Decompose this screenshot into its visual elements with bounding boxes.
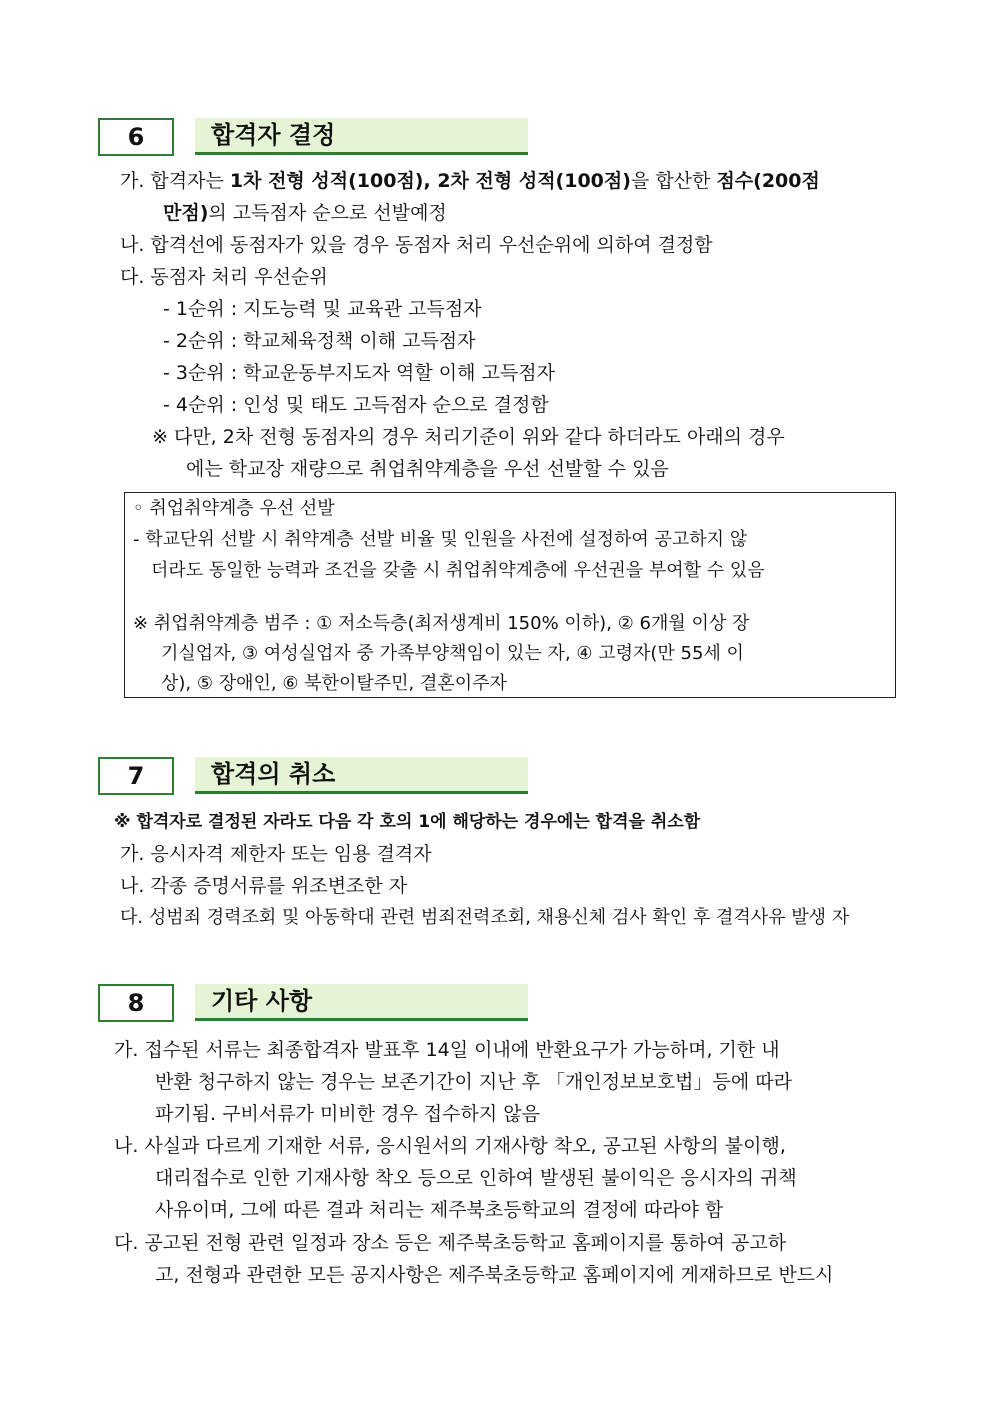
item-na: 나. 합격선에 동점자가 있을 경우 동점자 처리 우선순위에 의하여 결정함 [120, 234, 713, 256]
section-title: 합격의 취소 [211, 760, 336, 788]
item-na: 나. 각종 증명서류를 위조변조한 자 [120, 875, 408, 897]
priority-box [124, 492, 896, 698]
item-da: 다. 성범죄 경력조회 및 아동학대 관련 범죄전력조회, 채용신체 검사 확인 후 결격사유 발생 자 [120, 907, 850, 928]
section-title-bar [195, 118, 528, 155]
item-ga [120, 167, 820, 195]
item-na-line-1: 나. 사실과 다르게 기재한 서류, 응시원서의 기재사항 착오, 공고된 사항의 불이행, [114, 1135, 786, 1157]
section-title-bar [195, 757, 528, 794]
text: 을 합산한 [630, 170, 717, 192]
item-da-line-1: 다. 공고된 전형 관련 일정과 장소 등은 제주북초등학교 홈페이지를 통하여 공고하 [114, 1232, 787, 1254]
bold-text: 1차 전형 성적(100점), 2차 전형 성적(100점) [229, 170, 631, 192]
section-7-header [98, 757, 528, 795]
box-line-4: ※ 취업취약계층 범주 : ① 저소득층(최저생계비 150% 이하), ② 6개월 이상 장 [133, 613, 750, 634]
text: 의 고득점자 순으로 선발예정 [208, 202, 447, 224]
section-8-header [98, 984, 528, 1022]
rank-4: - 4순위 : 인성 및 태도 고득점자 순으로 결정함 [163, 394, 549, 416]
box-line-6: 상), ⑤ 장애인, ⑥ 북한이탈주민, 결혼이주자 [161, 673, 507, 694]
item-da: 다. 동점자 처리 우선순위 [120, 266, 328, 288]
section-title-bar [195, 984, 528, 1021]
item-na-line-3: 사유이며, 그에 따른 결과 처리는 제주북초등학교의 결정에 따라야 함 [155, 1199, 724, 1221]
item-da-line-2: 고, 전형과 관련한 모든 공지사항은 제주북초등학교 홈페이지에 게재하므로 반드시 [155, 1264, 834, 1286]
box-line-5: 기실업자, ③ 여성실업자 중 가족부양책임이 있는 자, ④ 고령자(만 55세 이 [161, 643, 744, 664]
section-title: 기타 사항 [211, 987, 313, 1015]
box-line-2: - 학교단위 선발 시 취약계층 선발 비율 및 인원을 사전에 설정하여 공고하지 않 [133, 529, 748, 550]
cancel-notice: ※ 합격자로 결정된 자라도 다음 각 호의 1에 해당하는 경우에는 합격을 취소함 [114, 812, 701, 832]
bold-text: 만점) [163, 202, 209, 224]
item-ga-line-1: 가. 접수된 서류는 최종합격자 발표후 14일 이내에 반환요구가 가능하며, 기한 내 [114, 1039, 780, 1061]
bold-text: 점수(200점 [716, 170, 820, 192]
rank-3: - 3순위 : 학교운동부지도자 역할 이해 고득점자 [163, 362, 555, 384]
note-line-2: 에는 학교장 재량으로 취업취약계층을 우선 선발할 수 있음 [186, 458, 669, 480]
item-na-line-2: 대리접수로 인한 기재사항 착오 등으로 인하여 발생된 불이익은 응시자의 귀책 [155, 1167, 797, 1189]
item-ga-line-2: 반환 청구하지 않는 경우는 보존기간이 지난 후 「개인정보보호법」등에 따라 [155, 1071, 792, 1093]
section-title: 합격자 결정 [211, 121, 336, 149]
note-line-1: ※ 다만, 2차 전형 동점자의 경우 처리기준이 위와 같다 하더라도 아래의 경우 [152, 426, 785, 448]
item-ga: 가. 응시자격 제한자 또는 임용 결격자 [120, 843, 432, 865]
rank-1: - 1순위 : 지도능력 및 교육관 고득점자 [163, 298, 482, 320]
section-6-header [98, 118, 528, 156]
text: 가. 합격자는 [120, 170, 230, 192]
section-number: 6 [98, 118, 174, 156]
rank-2: - 2순위 : 학교체육정책 이해 고득점자 [163, 330, 476, 352]
box-line-1: ◦ 취업취약계층 우선 선발 [133, 498, 335, 519]
box-line-3: 더라도 동일한 능력과 조건을 갖출 시 취업취약계층에 우선권을 부여할 수 있음 [151, 560, 765, 581]
section-number: 7 [98, 757, 174, 795]
item-ga-line-3: 파기됨. 구비서류가 미비한 경우 접수하지 않음 [155, 1103, 540, 1125]
item-ga-cont [163, 199, 447, 227]
section-number: 8 [98, 984, 174, 1022]
